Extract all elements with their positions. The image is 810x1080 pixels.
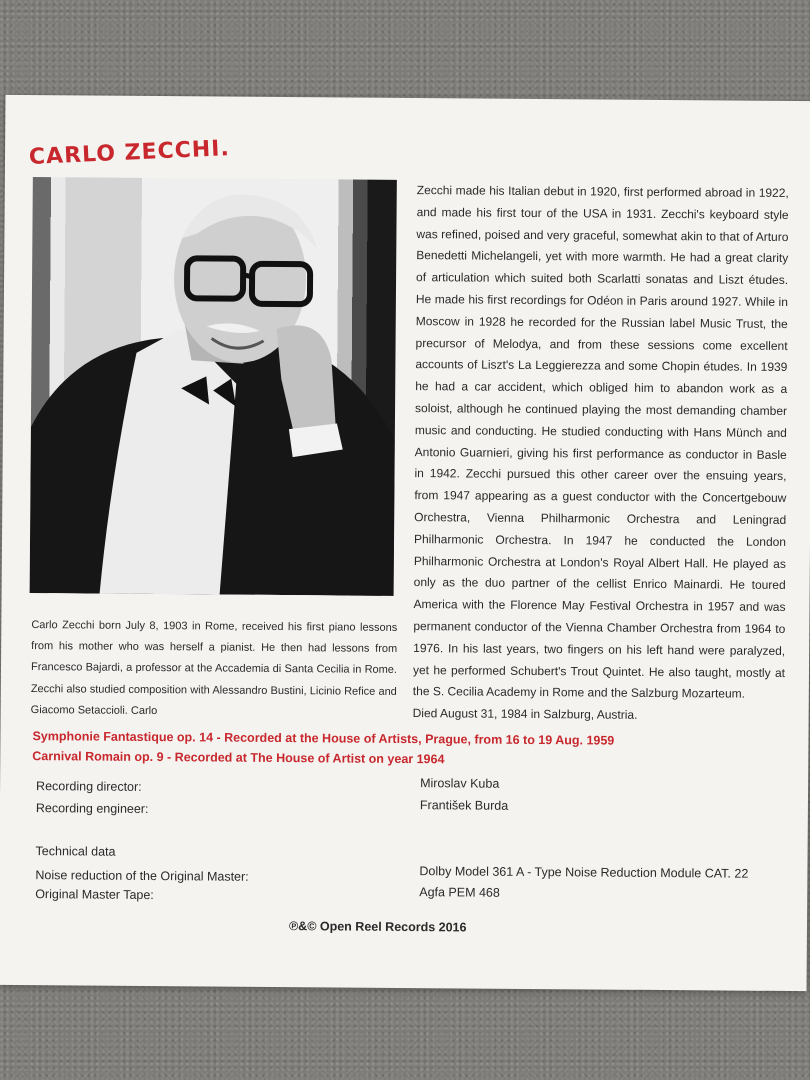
recording-engineer-value: František Burda xyxy=(419,798,509,813)
master-tape-value: Agfa PEM 468 xyxy=(419,885,500,900)
page-title: CARLO ZECCHI. xyxy=(28,136,231,171)
biography-death-date: Died August 31, 1984 in Salzburg, Austria. xyxy=(412,706,638,722)
recording-director-label: Recording director: xyxy=(36,779,142,794)
recording-info-line-1: Symphonie Fantastique op. 14 - Recorded at the House of Artists, Prague, from 16 to 19 Aug. 1959 xyxy=(32,729,615,748)
recording-engineer-label: Recording engineer: xyxy=(35,801,149,816)
technical-data-heading: Technical data xyxy=(35,844,116,859)
noise-reduction-label: Noise reduction of the Original Master: xyxy=(35,868,249,884)
biography-right-column xyxy=(413,180,789,728)
biography-text: Zecchi made his Italian debut in 1920, first performed abroad in 1922, and made his first tour of the USA in 1931. Zecchi's keyboard style was refined, poised and very graceful, somewhat akin to that of Arturo Benedetti Michelangeli, yet with more warmth. He had a great clarity of articulation which suited both Scarlatti sonatas and Liszt études. He made his first recordings for Odéon in Paris around 1927. While in Moscow in 1928 he recorded for the Russian label Music Trust, the precursor of Melodya, and from these sessions come excellent accounts of Liszt's La Leggierezza and some Chopin études. In 1939 he had a car accident, which obliged him to abandon work as a soloist, although he continued playing the most demanding chamber music and conducting. He studied conducting with Hans Münch and Antonio Guarnieri, giving his first performance as conductor in Basle in 1942. Zecchi pursued this other career over the ensuing years, from 1947 appearing as a guest conductor with the Concertgebouw Orchestra, Vienna Philharmonic Orchestra and Leningrad Philharmonic Orchestra. In 1947 he conducted the London Philharmonic Orchestra at London's Royal Albert Hall. He played as only as the duo partner of the cellist Enrico Mainardi. He toured America with the Florence May Festival Orchestra in 1957 and was permanent conductor of the Vienna Chamber Orchestra from 1964 to 1976. In his last years, two fingers on his left hand were paralyzed, yet he performed Schubert's Trout Quintet. He also taught, mostly at the S. Cecilia Academy in Rome and the Salzburg Mozarteum. xyxy=(412,183,789,701)
portrait-photo-icon xyxy=(30,177,397,596)
recording-director-value: Miroslav Kuba xyxy=(420,776,500,791)
portrait-illustration xyxy=(30,177,397,596)
master-tape-label: Original Master Tape: xyxy=(35,887,154,903)
noise-reduction-value: Dolby Model 361 A - Type Noise Reduction Module CAT. 22 xyxy=(419,864,749,881)
biography-left-column: Carlo Zecchi born July 8, 1903 in Rome, received his first piano lessons from his mother who was herself a pianist. He then had lessons from Francesco Bajardi, a professor at the Accademia di Santa Cecilia in Rome. Zecchi also studied composition with Alessandro Bustini, Licinio Refice and Giacomo Setaccioli. Carlo xyxy=(30,619,398,717)
recording-info-line-2: Carnival Romain op. 9 - Recorded at The House of Artist on year 1964 xyxy=(32,749,445,767)
booklet-page xyxy=(0,95,810,991)
copyright-footer: ℗&© Open Reel Records 2016 xyxy=(288,919,467,935)
